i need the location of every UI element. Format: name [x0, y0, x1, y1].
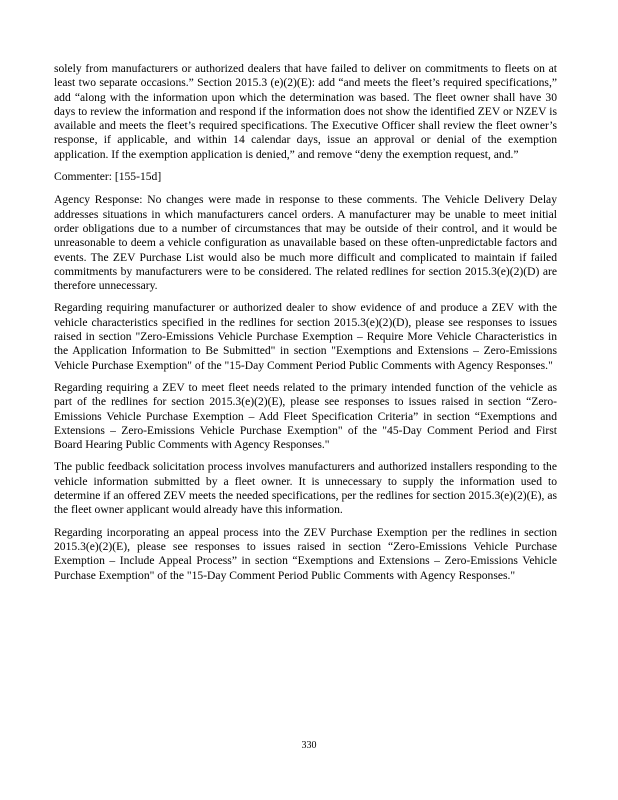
paragraph-fleet-needs: Regarding requiring a ZEV to meet fleet needs related to the primary intended function of the vehicle as part of the redlines for section 2015.3(e)(2)(E), please see responses to issues raised in section “Zero-Emissions Vehicle Purchase Exemption – Add Fleet Specification Criteria” in section “Exemptions and Extensions – Zero-Emissions Vehicle Purchase Exemption" of the "45-Day Comment Period and First Board Hearing Public Comments with Agency Responses." — [54, 380, 557, 452]
paragraph-public-feedback: The public feedback solicitation process involves manufacturers and authorized installers responding to the vehicle information submitted by a fleet owner. It is unnecessary to supply the information used to determine if an offered ZEV meets the needed specifications, per the redlines for section 2015.3(e)(2)(E), as the fleet owner applicant would already have this information. — [54, 460, 557, 517]
page-content — [54, 62, 557, 591]
paragraph-commenter: Commenter: [155-15d] — [54, 170, 162, 184]
paragraph-agency-response: Agency Response: No changes were made in response to these comments. The Vehicle Delivery Delay addresses situations in which manufacturers cancel orders. A manufacturer may be unable to meet initial order obligations due to a number of circumstances that may be outside of their control, and it would be unreasonable to deem a vehicle configuration as unavailable based on these often-unpredictable factors and events. The ZEV Purchase List would also be much more difficult and complicated to maintain if failed commitments by manufacturers were to be considered. The related redlines for section 2015.3(e)(2)(D) are therefore unnecessary. — [54, 193, 557, 293]
paragraph-vehicle-characteristics: Regarding requiring manufacturer or authorized dealer to show evidence of and produce a ZEV with the vehicle characteristics specified in the redlines for section 2015.3(e)(2)(D), please see responses to issues raised in section "Zero-Emissions Vehicle Purchase Exemption – Require More Vehicle Characteristics in the Application Information to Be Submitted" in section "Exemptions and Extensions – Zero-Emissions Vehicle Purchase Exemption" of the "15-Day Comment Period Public Comments with Agency Responses." — [54, 301, 557, 372]
page-number: 330 — [301, 740, 317, 751]
paragraph-exemption-redlines: solely from manufacturers or authorized dealers that have failed to deliver on commitments to fleets on at least two separate occasions.” Section 2015.3 (e)(2)(E): add “and meets the fleet’s required specifications,” add “along with the information upon which the determination was based. The fleet owner shall have 30 days to review the information and respond if the information does not show the identified ZEV or NZEV is available and meets the fleet’s required specifications. The Executive Officer shall review the fleet owner’s response, if applicable, and within 14 calendar days, issue an approval or denial of the exemption application. If the exemption application is denied,” and remove “deny the exemption request, and.” — [54, 62, 557, 161]
paragraph-appeal-process: Regarding incorporating an appeal process into the ZEV Purchase Exemption per the redlines in section 2015.3(e)(2)(E), please see responses to issues raised in section “Zero-Emissions Vehicle Purchase Exemption – Include Appeal Process” in section “Exemptions and Extensions – Zero-Emissions Vehicle Purchase Exemption" of the "15-Day Comment Period Public Comments with Agency Responses." — [54, 525, 557, 582]
